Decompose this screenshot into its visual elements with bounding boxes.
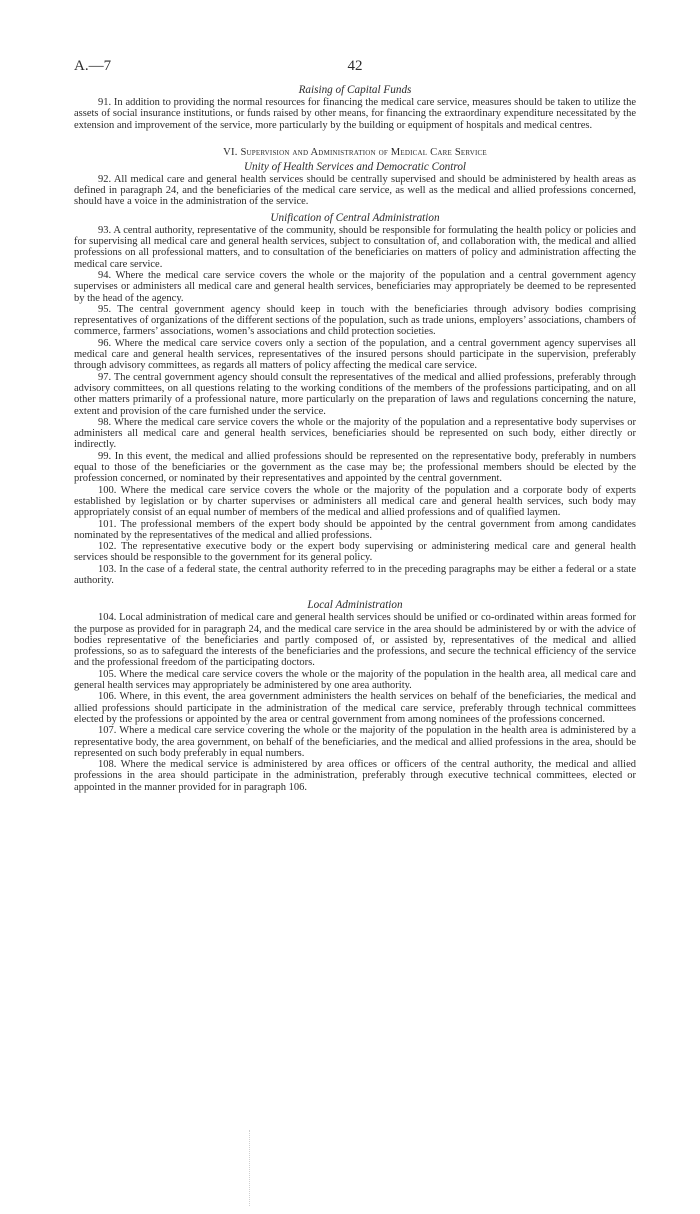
document-page (74, 58, 636, 793)
section-heading: Local Administration (307, 599, 403, 612)
paragraph: 102. The representative executive body or the expert body supervising or administering medical care and general health services should be responsible to the government for its general policy. (74, 541, 636, 564)
page-fold-line (249, 1130, 250, 1206)
paragraph: 100. Where the medical care service covers the whole or the majority of the population and a corporate body of experts established by legislation or by charter supervises or administers all medical care and general health services, such body may appropriately consist of an equal number of members of the medical and allied professions and of qualified laymen. (74, 484, 636, 519)
section-heading: Raising of Capital Funds (298, 84, 412, 96)
paragraph: 97. The central government agency should consult the representatives of the medical and allied professions, preferably through advisory committees, on all questions relating to the working conditions of the members of the professions participating, and on all other matters primarily of a professional nature, more particularly on the preparation of laws and regulations concerning the nature, extent and provision of the care furnished under the service. (74, 371, 636, 417)
paragraph: 99. In this event, the medical and allied professions should be represented on the representative body, preferably in numbers equal to those of the beneficiaries or the government as the case may be; the professional members should be elected by the profession concerned, or nominated by their representatives and appointed by the central government. (74, 450, 636, 485)
paragraph: 108. Where the medical service is administered by area offices or officers of the central authority, the medical and allied professions in the area should participate in the administration, preferably through executive technical committees, elected or appointed in the manner provided for in paragraph 106. (74, 759, 636, 793)
document-reference: A.—7 (74, 58, 112, 74)
chapter-title (74, 147, 636, 159)
chapter-title-text: Supervision and Administration of Medical Care Service (240, 146, 487, 158)
page-header (74, 58, 636, 80)
paragraph: 107. Where a medical care service covering the whole or the majority of the population in the health area is administered by a representative body, the area government, on behalf of the beneficiaries, and the medical and allied professions in the area, should be represented on such body preferably in equal numbers. (74, 725, 636, 759)
paragraph: 96. Where the medical care service covers only a section of the population, and a central government agency supervises all medical care and general health services, representatives of the insured persons should participate in the supervision, preferably through advisory committees, as regards all matters of policy affecting the medical care service. (74, 337, 636, 372)
paragraph: 106. Where, in this event, the area government administers the health services on behalf of the beneficiaries, the medical and allied professions should participate in the administration of the medical care service, preferably through technical committees elected by the professions or appointed by the area or central government from among nominees of the professions concerned. (74, 691, 636, 725)
document-body (74, 84, 636, 793)
paragraph: 101. The professional members of the expert body should be appointed by the central government from among candidates nominated by the representatives of the medical and allied professions. (74, 518, 636, 541)
paragraph: 104. Local administration of medical care and general health services should be unified or co-ordinated within areas formed for the purpose as provided for in paragraph 24, and the medical care service in the area should be administered by or with the advice of bodies representative of the beneficiaries and partly composed of, or assisted by, representatives of the medical and allied professions, so as to safeguard the interests of the beneficiaries and the professions, and secure the technical efficiency of the service and the professional freedom of the participating doctors. (74, 612, 636, 669)
paragraph: 91. In addition to providing the normal resources for financing the medical care service, measures should be taken to utilize the assets of social insurance institutions, or funds raised by other means, for financing the extraordinary expenditure necessitated by the extension and improvement of the service, more particularly by the building or equipment of hospitals and medical centres. (74, 97, 636, 131)
paragraph: 103. In the case of a federal state, the central authority referred to in the preceding paragraphs may be either a federal or a state authority. (74, 563, 636, 586)
section-heading: Unity of Health Services and Democratic Control (243, 160, 467, 173)
paragraph: 98. Where the medical care service covers the whole or the majority of the population and a representative body supervises or administers all medical care and general health services, beneficiaries should be represented on such body, either directly or indirectly. (74, 416, 636, 451)
section-heading: Unification of Central Administration (270, 211, 440, 224)
page-number: 42 (347, 58, 363, 74)
paragraph: 95. The central government agency should keep in touch with the beneficiaries through advisory bodies comprising representatives of organizations of the different sections of the population, such as trade unions, employers’ associations, chambers of commerce, farmers’ associations, women’s associations and child protection societies. (74, 303, 636, 338)
paragraph: 92. All medical care and general health services should be centrally supervised and should be administered by health areas as defined in paragraph 24, and the beneficiaries of the medical care service, as well as the medical and allied professions concerned, should have a voice in the administration of the service. (74, 173, 636, 208)
paragraph: 94. Where the medical care service covers the whole or the majority of the population and a central government agency supervises or administers all medical care and general health services, beneficiaries may appropriately be deemed to be represented by the head of the agency. (74, 269, 636, 304)
chapter-number: VI. (223, 146, 238, 158)
paragraph: 93. A central authority, representative of the community, should be responsible for formulating the health policy or policies and for supervising all medical care and general health services, subject to consultation of, and collaboration with, the medical and allied professions on all professional matters, and to consultation of the beneficiaries on matters of policy and administration affecting the medical care service. (74, 224, 636, 270)
paragraph: 105. Where the medical care service covers the whole or the majority of the population in the health area, all medical care and general health services may appropriately be administered by one area authority. (74, 668, 636, 692)
